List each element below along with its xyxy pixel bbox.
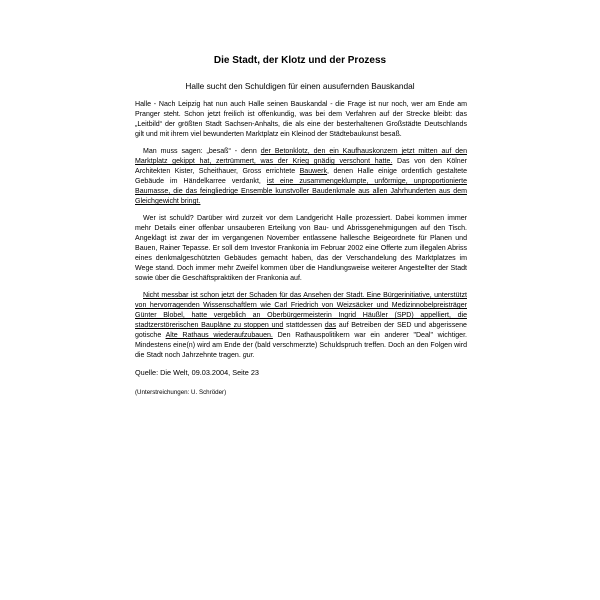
underline-note: (Unterstreichungen: U. Schröder) [135, 389, 227, 396]
article-subtitle: Halle sucht den Schuldigen für einen ausufernden Bauskandal [185, 81, 415, 91]
paragraph-4 [135, 291, 467, 361]
paragraph-2-underlined-f: ist eine zusammengeklumpte, unförmige, unproportionierte [266, 178, 467, 185]
paragraph-2-underlined-h: Baumasse, die das feingliedrige Ensemble kunstvoller Baudenkmale aus allen Jahrhunderten aus dem Gleichgewicht bringt. [135, 188, 467, 205]
paragraph-2-text-e: , denen Halle einige ordentlich gestaltete Gebäude im Händelkarree verdankt, [135, 168, 467, 185]
paragraph-2-underlined-b: der Betonklotz, den ein Kaufhauskonzern jetzt mitten auf den Marktplatz gekippt hat, zertrümmert, was der Krieg gnädig verschont hatte. [135, 148, 467, 165]
paragraph-4-underlined-a: Nicht messbar ist schon jetzt der Schaden für das Ansehen der Stadt. Eine Bürgerinitiative, unterstützt von hervorragenden Wissenschaftlern wie Carl Friedrich von Weizsäcker und Medizinnobelpreisträger Günter Blobel, hatte vergeblich an Oberbürgermeisterin Ingrid Häußler (SPD) appelliert, die stadtzerstörerischen Baupläne zu stoppen und [135, 292, 467, 329]
paragraph-4-text-f: Den Rathauspolitikern war ein anderer "Deal" wichtiger. Mindestens eine(n) wird am Ende der (bald verschmerzte) Schuldspruch treffen. Doch an den Folgen wird die Stadt noch Jahrzehnte tragen. [135, 332, 468, 359]
paragraph-2-text-c: Das von den Kölner Architekten Kister, Scheithauer, Gross errichtete [135, 158, 467, 175]
paragraph-4-text-d: auf Betreiben der SED und abgerissene gotische [135, 322, 467, 339]
article-body [135, 100, 467, 405]
paragraph-2-text-a: Man muss sagen: „besaß“ - denn [143, 148, 261, 155]
author-initials: gur. [242, 352, 255, 359]
paragraph-4-underlined-c: das [324, 322, 337, 329]
paragraph-1: Halle - Nach Leipzig hat nun auch Halle seinen Bauskandal - die Frage ist nur noch, wer am Ende am Pranger steht. Schon jetzt freilich ist offenkundig, was bei dem Verfahren auf der Strecke bleibt: das „Leitbild“ der größten Stadt Sachsen-Anhalts, die als eine der besterhaltenen Großstädte Deutschlands gilt und mit ihrem viel bewunderten Marktplatz ein Kleinod der Städtebaukunst besaß. [135, 101, 467, 138]
paragraph-4-underlined-e: Alte Rathaus wiederaufzubauen. [165, 332, 273, 339]
article-title: Die Stadt, der Klotz und der Prozess [213, 55, 387, 66]
paragraph-2 [135, 147, 467, 207]
source-line: Quelle: Die Welt, 09.03.2004, Seite 23 [135, 368, 259, 377]
paragraph-2-underlined-d: Bauwerk [299, 168, 328, 175]
paragraph-3: Wer ist schuld? Darüber wird zurzeit vor dem Landgericht Halle prozessiert. Dabei kommen immer mehr Details einer offenbar unsauberen Erteilung von Bau- und Abrissgenehmigungen auf den Tisch. Angeklagt ist zwar der im vergangenen November entlassene hallesche Beigeordnete für Planen und Bauen, Rainer Tepasse. Er soll dem Investor Frankonia im Februar 2002 eine Offerte zum illegalen Abriss eines denkmalgeschützten Gebäudes gemacht haben, das der Verschandelung des Marktplatzes im Wege stand. Doch immer mehr Zweifel kommen über die Handlungsweise weiterer Angestellter der Stadt sowie über die Geschäftspraktiken der Frankonia auf. [135, 215, 467, 282]
paragraph-4-text-b: stattdessen [283, 322, 325, 329]
